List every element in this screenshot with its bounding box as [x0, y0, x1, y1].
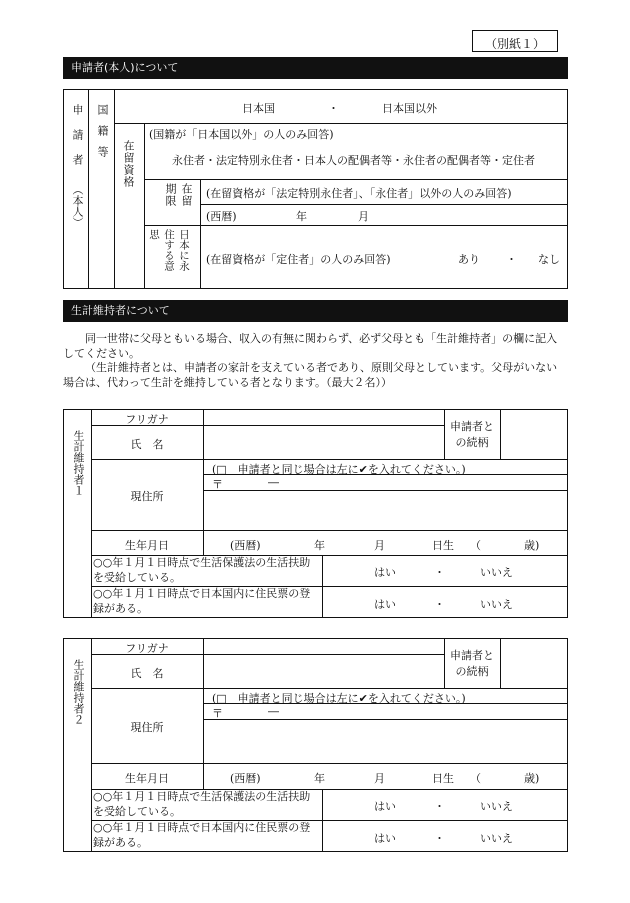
supporter-2-birth-month: 月: [374, 772, 385, 785]
intent-option-no[interactable]: なし: [538, 253, 560, 266]
supporter-2-name-label: 氏 名: [130, 667, 164, 680]
supporter-1-birth-age: 歳): [524, 539, 540, 552]
applicant-table: [63, 89, 568, 289]
supporter-2-welfare-question: ○○年１月１日時点で生活保護法の生活扶助を受給している。: [93, 790, 311, 818]
supporter-1-birth-month: 月: [374, 539, 385, 552]
supporter-2-postal-dash: ―: [268, 705, 279, 718]
supporter-2-address-input[interactable]: [204, 720, 566, 762]
nationality-option-dot: ・: [328, 102, 339, 115]
supporter-1-address-label: 現住所: [130, 490, 164, 503]
supporter-2-birth-era: (西暦): [230, 772, 261, 785]
nationality-option-japan[interactable]: 日本国: [242, 102, 275, 115]
supporter-2-side-label: 生計維持者２: [72, 659, 85, 725]
supporter-2-postal-mark: 〒: [212, 707, 223, 720]
supporter-1-welfare-no[interactable]: いいえ: [480, 566, 513, 579]
supporter-2-birth-day: 日生: [432, 772, 454, 785]
supporter-1-address-input[interactable]: [204, 491, 566, 529]
nationality-option-foreign[interactable]: 日本国以外: [382, 102, 437, 115]
intent-option-dot: ・: [506, 253, 517, 266]
supporter-2-name-input[interactable]: [204, 656, 442, 686]
supporter-1-welfare-question: ○○年１月１日時点で生活保護法の生活扶助を受給している。: [93, 556, 311, 584]
supporter-1-name-input[interactable]: [204, 427, 442, 457]
supporter-1-furigana-label: フリガナ: [125, 413, 169, 426]
supporter-1-birth-paren: （: [470, 539, 481, 552]
intent-option-yes[interactable]: あり: [458, 253, 480, 266]
supporter-paragraph-2: （生計維持者とは、申請者の家計を支えている者であり、原則父母としています。父母がいない場合は、代わって生計を維持している者となります。（最大２名））: [63, 361, 558, 389]
attachment-label-box: [472, 30, 558, 52]
supporter-2-relation-input[interactable]: [501, 640, 565, 686]
supporter-2-residence-question: ○○年１月１日時点で日本国内に住民票の登録がある。: [93, 821, 311, 849]
supporter-2-residence-no[interactable]: いいえ: [480, 832, 513, 845]
supporter-1-side-label: 生計維持者１: [72, 430, 85, 496]
supporter-2-address-label: 現住所: [130, 721, 164, 734]
supporter-1-birth-day: 日生: [432, 539, 454, 552]
supporter-1-residence-question: ○○年１月１日時点で日本国内に住民票の登録がある。: [93, 587, 311, 615]
supporter-2-welfare-yes[interactable]: はい: [374, 800, 396, 813]
attachment-label: （別紙１）: [484, 37, 545, 51]
supporter-2-welfare-no[interactable]: いいえ: [480, 800, 513, 813]
supporter-1-birth-label: 生年月日: [125, 539, 169, 552]
supporter-2-welfare-dot: ・: [434, 800, 445, 813]
supporter-1-birth-era: (西暦): [230, 539, 261, 552]
supporter-2-residence-dot: ・: [434, 832, 445, 845]
supporter-1-residence-no[interactable]: いいえ: [480, 598, 513, 611]
supporter-1-residence-yes[interactable]: はい: [374, 598, 396, 611]
applicant-side-label: 申請者: [71, 104, 84, 179]
supporter-1-name-label: 氏 名: [130, 438, 164, 451]
applicant-section-title: 申請者(本人)について: [63, 57, 568, 79]
supporter-1-relation-label: 申請者との続柄: [450, 420, 494, 449]
supporter-1-welfare-dot: ・: [434, 566, 445, 579]
supporter-1-postal-mark: 〒: [212, 478, 223, 491]
intent-label: 日本に永住する意思: [148, 229, 190, 271]
period-era: (西暦): [206, 210, 237, 223]
period-month: 月: [358, 210, 369, 223]
supporter-1-postal-dash: ―: [268, 476, 279, 489]
supporter-2-birth-paren: （: [470, 772, 481, 785]
period-note: (在留資格が「法定特別永住者」、「永住者」以外の人のみ回答): [206, 187, 512, 200]
supporter-2-furigana-label: フリガナ: [125, 642, 169, 655]
supporter-2-birth-age: 歳): [524, 772, 540, 785]
supporter-2-furigana-input[interactable]: [204, 640, 442, 653]
supporter-1-welfare-yes[interactable]: はい: [374, 566, 396, 579]
supporter-2-birth-year: 年: [314, 772, 325, 785]
nationality-label: 国籍等: [96, 104, 109, 167]
supporter-1-same-address-note[interactable]: (□ 申請者と同じ場合は左に✔を入れてください。): [212, 463, 466, 476]
supporter-1-birth-year: 年: [314, 539, 325, 552]
supporter-2-table: [63, 638, 568, 852]
supporter-2-same-address-note[interactable]: (□ 申請者と同じ場合は左に✔を入れてください。): [212, 692, 466, 705]
supporter-1-residence-dot: ・: [434, 598, 445, 611]
supporter-paragraph-1: 同一世帯に父母ともいる場合、収入の有無に関わらず、必ず父母とも「生計維持者」の欄に記入してください。: [63, 332, 558, 360]
period-label: 在留期限: [164, 183, 193, 207]
applicant-side-sublabel: （本人）: [71, 184, 84, 228]
status-options[interactable]: 永住者・法定特別永住者・日本人の配偶者等・永住者の配偶者等・定住者: [172, 154, 535, 167]
period-year: 年: [296, 210, 307, 223]
supporter-1-table: [63, 409, 568, 618]
supporter-2-residence-yes[interactable]: はい: [374, 832, 396, 845]
status-note: (国籍が「日本国以外」の人のみ回答): [149, 128, 334, 141]
supporter-section-title: 生計維持者について: [63, 300, 568, 322]
supporter-2-relation-label: 申請者との続柄: [450, 649, 494, 678]
supporter-2-birth-label: 生年月日: [125, 772, 169, 785]
supporter-1-relation-input[interactable]: [501, 411, 565, 457]
intent-note: (在留資格が「定住者」の人のみ回答): [206, 253, 391, 266]
supporter-1-furigana-input[interactable]: [204, 411, 442, 424]
status-label: 在留資格: [122, 140, 135, 188]
